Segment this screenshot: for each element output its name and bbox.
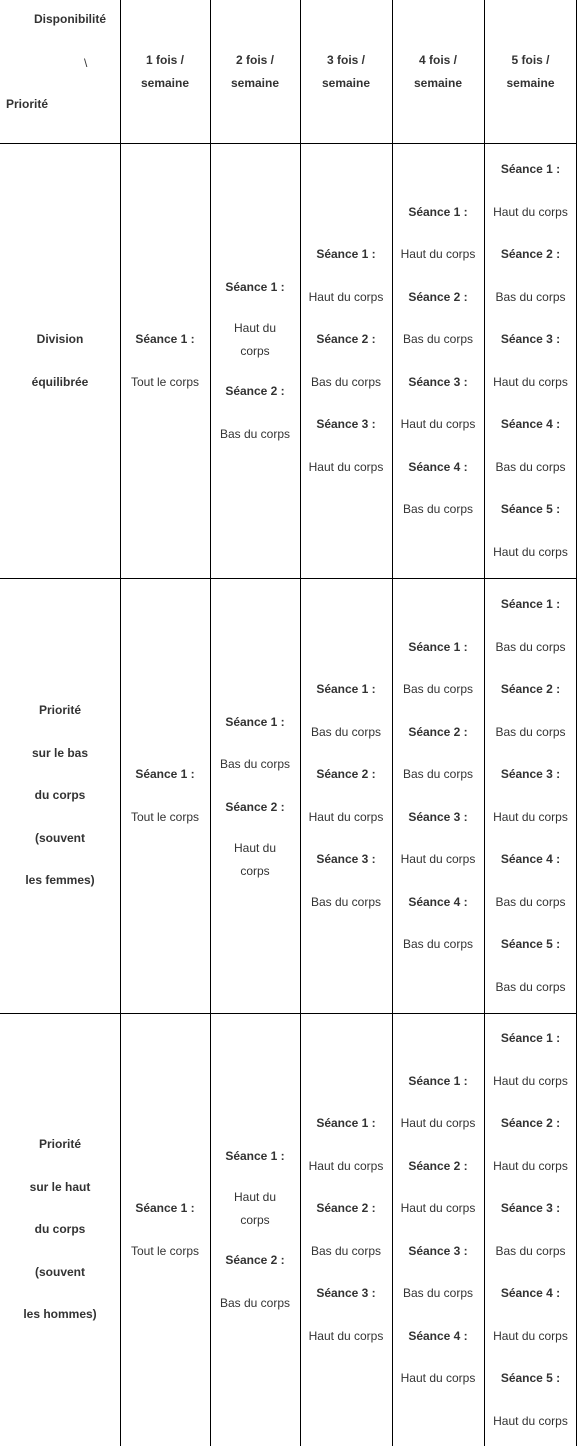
column-header (210, 0, 300, 143)
session-title: Séance 1 : (500, 162, 561, 176)
header-line: semaine (140, 75, 190, 90)
row-label-line: sur le haut (29, 1179, 91, 1194)
row-label (0, 143, 120, 578)
session-cell (392, 578, 484, 1013)
session-title: Séance 4 : (408, 1328, 468, 1343)
session-body: Bas du corps (495, 459, 566, 474)
session-title: Séance 2 : (225, 1253, 285, 1268)
session-title: Séance 1 : (135, 767, 195, 781)
row-label-line: du corps (34, 1222, 86, 1237)
header-line: 3 fois / (326, 52, 365, 67)
session-title: Séance 4 : (500, 417, 561, 431)
header-line: semaine (506, 75, 555, 90)
session-title: Séance 2 : (316, 1201, 376, 1215)
session-title: Séance 3 : (408, 1243, 468, 1258)
session-cell (484, 1013, 577, 1446)
session-body: Bas du corps (402, 332, 474, 346)
session-cell (392, 143, 484, 578)
session-title: Séance 2 : (500, 682, 561, 696)
header-line: semaine (413, 75, 463, 90)
row-label-line: les hommes) (23, 1307, 97, 1322)
session-title: Séance 1 : (408, 1073, 468, 1088)
session-title: Séance 3 : (500, 1201, 561, 1215)
session-body: Bas du corps (402, 937, 474, 951)
session-body: Haut du corps (233, 321, 277, 359)
header-line: 5 fois / (511, 52, 550, 67)
session-cell (210, 143, 300, 578)
corner-label-priority: Priorité (6, 97, 49, 111)
session-body: Bas du corps (310, 724, 382, 739)
session-body: Bas du corps (495, 724, 566, 739)
session-body: Haut du corps (493, 1413, 568, 1428)
session-body: Bas du corps (495, 289, 566, 304)
session-body: Haut du corps (233, 841, 277, 879)
session-title: Séance 2 : (225, 384, 285, 399)
session-title: Séance 1 : (500, 1031, 561, 1045)
session-title: Séance 3 : (316, 852, 376, 866)
session-cell (484, 143, 577, 578)
session-title: Séance 1 : (225, 1148, 285, 1163)
session-body: Tout le corps (130, 1243, 200, 1258)
header-line: 2 fois / (235, 52, 274, 67)
corner-label-availability: Disponibilité (34, 12, 106, 26)
session-body: Bas du corps (402, 682, 474, 696)
session-body: Haut du corps (400, 417, 476, 431)
session-body: Tout le corps (130, 809, 200, 824)
session-body: Bas du corps (219, 426, 291, 441)
row-label-line: (souvent (34, 1264, 85, 1279)
session-body: Haut du corps (493, 204, 568, 219)
session-title: Séance 2 : (500, 247, 561, 261)
session-title: Séance 1 : (408, 204, 468, 219)
session-body: Haut du corps (400, 1116, 476, 1130)
session-body: Haut du corps (400, 1201, 476, 1215)
column-header (392, 0, 484, 143)
session-title: Séance 1 : (316, 682, 376, 696)
session-title: Séance 4 : (500, 852, 561, 866)
session-title: Séance 1 : (225, 714, 285, 729)
row-label-line: Priorité (38, 1137, 81, 1152)
session-title: Séance 2 : (408, 724, 468, 739)
session-cell (300, 143, 392, 578)
session-cell (120, 578, 210, 1013)
session-body: Haut du corps (400, 1371, 476, 1385)
session-body: Bas du corps (495, 639, 566, 654)
session-title: Séance 5 : (500, 502, 561, 516)
session-body: Haut du corps (233, 1190, 277, 1228)
session-title: Séance 4 : (500, 1286, 561, 1300)
session-title: Séance 3 : (316, 1286, 376, 1300)
session-title: Séance 2 : (316, 332, 376, 346)
session-body: Bas du corps (495, 894, 566, 909)
session-title: Séance 3 : (408, 374, 468, 389)
session-title: Séance 4 : (408, 894, 468, 909)
session-body: Bas du corps (495, 1243, 566, 1258)
row-label-line: les femmes) (25, 873, 95, 888)
session-title: Séance 1 : (316, 1116, 376, 1130)
session-body: Haut du corps (308, 809, 384, 824)
session-body: Haut du corps (308, 459, 384, 474)
session-body: Bas du corps (402, 767, 474, 781)
header-line: semaine (230, 75, 280, 90)
session-body: Bas du corps (310, 894, 382, 909)
session-body: Haut du corps (400, 852, 476, 866)
session-body: Bas du corps (402, 1286, 474, 1300)
session-title: Séance 2 : (408, 1158, 468, 1173)
session-title: Séance 1 : (316, 247, 376, 261)
session-cell (392, 1013, 484, 1446)
session-body: Haut du corps (493, 1328, 568, 1343)
header-line: 4 fois / (418, 52, 457, 67)
header-line: semaine (321, 75, 371, 90)
row-label-line: du corps (34, 788, 86, 803)
corner-separator: \ (84, 56, 88, 70)
session-body: Bas du corps (219, 757, 291, 772)
row-label-line: Division (36, 332, 84, 346)
session-cell (300, 578, 392, 1013)
session-title: Séance 1 : (408, 639, 468, 654)
session-body: Haut du corps (308, 1158, 384, 1173)
session-body: Haut du corps (308, 289, 384, 304)
session-cell (120, 143, 210, 578)
session-body: Bas du corps (402, 502, 474, 516)
row-label (0, 1013, 120, 1446)
session-title: Séance 5 : (500, 937, 561, 951)
session-body: Haut du corps (493, 1073, 568, 1088)
session-body: Haut du corps (493, 544, 568, 559)
session-body: Bas du corps (219, 1295, 291, 1310)
session-cell (120, 1013, 210, 1446)
column-header (484, 0, 577, 143)
column-header (120, 0, 210, 143)
session-title: Séance 2 : (500, 1116, 561, 1130)
session-body: Haut du corps (493, 809, 568, 824)
session-title: Séance 1 : (135, 1201, 195, 1215)
session-cell (210, 578, 300, 1013)
session-body: Haut du corps (308, 1328, 384, 1343)
session-title: Séance 4 : (408, 459, 468, 474)
session-body: Bas du corps (310, 374, 382, 389)
row-label-line: équilibrée (31, 374, 89, 389)
session-cell (210, 1013, 300, 1446)
session-body: Bas du corps (310, 1243, 382, 1258)
session-title: Séance 5 : (500, 1371, 561, 1385)
row-label-line: Priorité (38, 703, 81, 718)
session-title: Séance 3 : (500, 332, 561, 346)
session-title: Séance 3 : (500, 767, 561, 781)
session-title: Séance 2 : (408, 289, 468, 304)
header-line: 1 fois / (145, 52, 184, 67)
session-title: Séance 3 : (316, 417, 376, 431)
session-title: Séance 1 : (500, 597, 561, 611)
session-body: Tout le corps (130, 374, 200, 389)
session-title: Séance 3 : (408, 809, 468, 824)
session-cell (300, 1013, 392, 1446)
column-header (300, 0, 392, 143)
session-title: Séance 1 : (225, 279, 285, 294)
session-body: Haut du corps (493, 374, 568, 389)
session-body: Bas du corps (495, 979, 566, 994)
session-title: Séance 1 : (135, 332, 195, 346)
row-label-line: (souvent (34, 830, 85, 845)
session-title: Séance 2 : (316, 767, 376, 781)
session-body: Haut du corps (493, 1158, 568, 1173)
row-label-line: sur le bas (31, 745, 89, 760)
session-body: Haut du corps (400, 247, 476, 261)
row-label (0, 578, 120, 1013)
session-cell (484, 578, 577, 1013)
session-title: Séance 2 : (225, 799, 285, 814)
